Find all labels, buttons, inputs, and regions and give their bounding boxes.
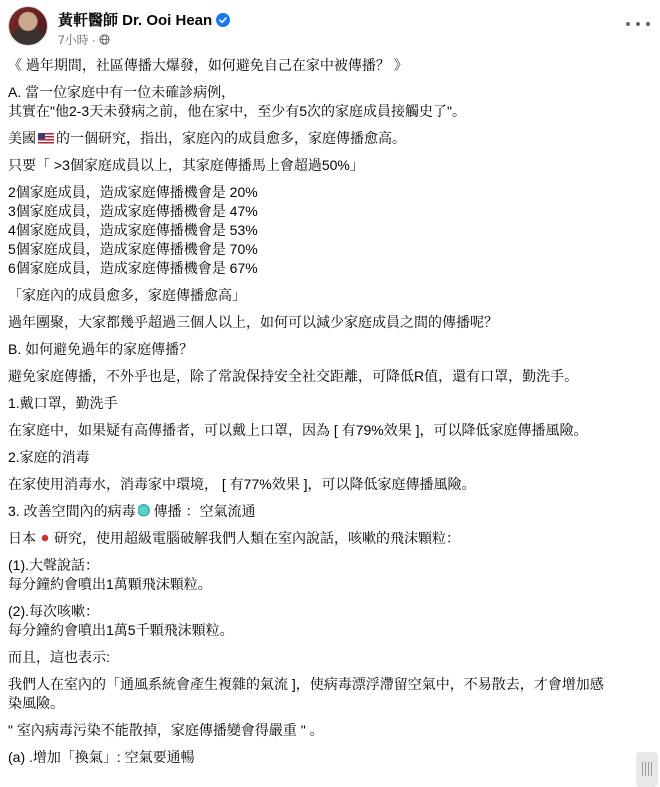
section-a-text: 其實在"他2-3天未發病之前，他在家中，至少有5次的家庭成員接觸史了"。 (8, 103, 466, 119)
section-a-heading: A. 當一位家庭中有一位未確診病例， (8, 84, 236, 100)
us-flag-icon (38, 133, 54, 144)
moreover-line: 而且，這也表示: (8, 649, 110, 665)
last-line: (a) .增加「換氣」: 空氣要通暢 (8, 749, 195, 765)
item1-text: 在家庭中，如果疑有高傳播者，可以戴上口罩，因為 [ 有79%效果 ]，可以降低家庭傳播風險。 (8, 422, 588, 438)
talk-title: (1).大聲說話： (8, 557, 99, 573)
item2-text: 在家使用消毒水，消毒家中環境， [ 有77%效果 ]，可以降低家庭傳播風險。 (8, 476, 476, 492)
author-name-text[interactable]: 黃軒醫師 Dr. Ooi Hean (58, 12, 213, 29)
stat-line: 4個家庭成員，造成家庭傳播機會是 53% (8, 222, 258, 238)
verified-badge-icon (216, 13, 230, 27)
threshold-line: 只要「 >3個家庭成員以上，其家庭傳播馬上會超過50%」 (8, 157, 364, 173)
quote-line: 「家庭內的成員愈多，家庭傳播愈高」 (8, 287, 246, 303)
cough-title: (2).每次咳嗽： (8, 603, 99, 619)
japan-flag-icon (38, 531, 52, 545)
post-title: 《 過年期間，社區傳播大爆發，如何避免自己在家中被傳播？ 》 (8, 57, 408, 73)
avatar[interactable] (8, 6, 48, 46)
talk-text: 每分鐘約會噴出1萬顆飛沫顆粒。 (8, 576, 212, 592)
item3-title (8, 502, 648, 521)
indoor-line-2: 染風險。 (8, 695, 64, 711)
more-options-icon[interactable] (626, 14, 650, 34)
post-header (8, 6, 652, 50)
timestamp[interactable]: 7小時 (58, 33, 89, 47)
us-study-text: 的一個研究，指出，家庭內的成員愈多，家庭傳播愈高。 (56, 130, 406, 146)
microbe-icon (138, 504, 152, 518)
author-name[interactable] (58, 9, 230, 30)
japan-study-line (8, 529, 648, 548)
stat-line: 2個家庭成員，造成家庭傳播機會是 20% (8, 184, 258, 200)
item3-suffix: 傳播 ：空氣流通 (153, 503, 256, 519)
stat-line: 3個家庭成員，造成家庭傳播機會是 47% (8, 203, 258, 219)
item1-title: 1.戴口罩，勤洗手 (8, 395, 118, 411)
stat-line: 6個家庭成員，造成家庭傳播機會是 67% (8, 260, 258, 276)
scroll-handle[interactable] (636, 752, 658, 787)
japan-text: 研究，使用超級電腦破解我們人類在室內說話，咳嗽的飛沫顆粒： (54, 530, 460, 546)
post-body (8, 56, 648, 767)
section-b-intro: 避免家庭傳播，不外乎也是，除了常說保持安全社交距離，可降低R值，還有口罩，勤洗手。 (8, 368, 579, 384)
dot-2 (636, 22, 640, 26)
japan-prefix: 日本 (8, 530, 36, 546)
item2-title: 2.家庭的消毒 (8, 449, 90, 465)
section-b-heading: B. 如何避免過年的家庭傳播？ (8, 341, 194, 357)
dot-3 (646, 22, 650, 26)
meta-separator: · (91, 32, 96, 47)
globe-icon[interactable] (99, 34, 110, 45)
stat-line: 5個家庭成員，造成家庭傳播機會是 70% (8, 241, 258, 257)
dot-1 (626, 22, 630, 26)
us-study-prefix: 美國 (8, 130, 36, 146)
post-meta (58, 31, 110, 48)
grip-icon (642, 762, 652, 776)
quote2-line: " 室內病毒污染不能散掉，家庭傳播變會得嚴重 " 。 (8, 722, 324, 738)
cough-text: 每分鐘約會噴出1萬5千顆飛沫顆粒。 (8, 622, 234, 638)
us-study-line (8, 129, 648, 148)
question-line: 過年團聚，大家都幾乎超過三個人以上，如何可以減少家庭成員之間的傳播呢？ (8, 314, 498, 330)
item3-prefix: 3. 改善空間內的病毒 (8, 503, 136, 519)
indoor-line-1: 我們人在室內的「通風系統會產生複雜的氣流 ]，使病毒漂浮滯留空氣中，不易散去，才會增加感 (8, 676, 604, 692)
